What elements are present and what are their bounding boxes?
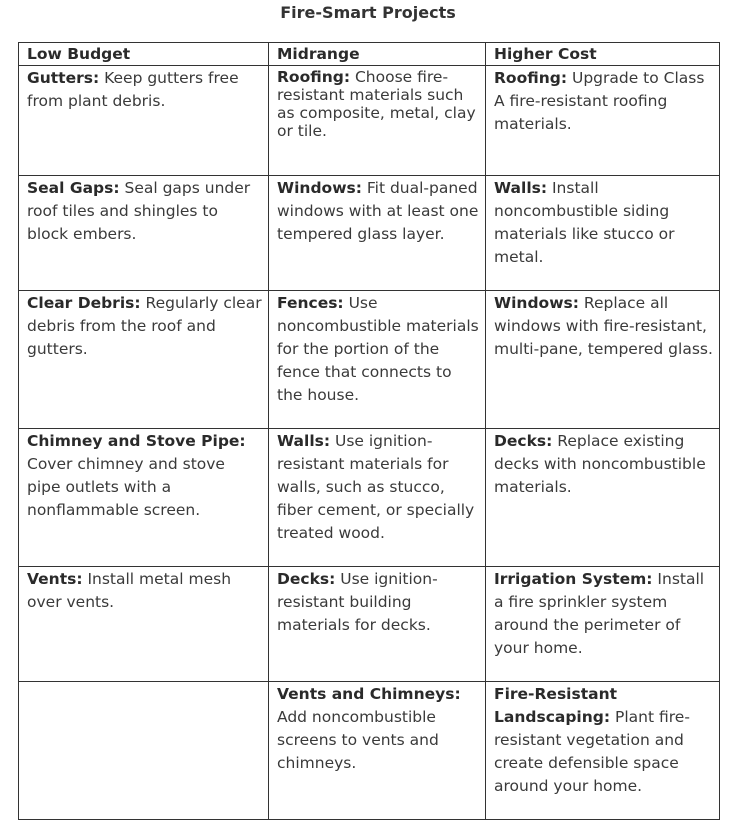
- cell-text: Cover chimney and stove pipe outlets with a nonflammable screen.: [27, 455, 225, 519]
- cell-text: Install metal mesh over vents.: [27, 570, 232, 611]
- cell-label: Seal Gaps:: [27, 179, 120, 197]
- table-row: [19, 66, 720, 176]
- table-cell: [19, 567, 269, 682]
- table-cell: [269, 682, 486, 820]
- cell-label: Roofing:: [494, 69, 568, 87]
- table-cell-empty: [19, 682, 269, 820]
- header-midrange: Midrange: [269, 43, 486, 66]
- cell-text: Keep gutters free from plant debris.: [27, 69, 239, 110]
- cell-text: Regularly clear debris from the roof and gutters.: [27, 294, 262, 358]
- cell-label: Irrigation System:: [494, 570, 653, 588]
- cell-label: Windows:: [277, 179, 362, 197]
- cell-label: Vents and Chimneys:: [277, 685, 461, 703]
- table-cell: [19, 291, 269, 429]
- cell-label: Walls:: [277, 432, 331, 450]
- table-row: [19, 176, 720, 291]
- projects-table: [18, 42, 720, 820]
- cell-label: Decks:: [277, 570, 336, 588]
- cell-label: Windows:: [494, 294, 579, 312]
- table-cell: [486, 429, 720, 567]
- table-row: [19, 682, 720, 820]
- table-cell: [19, 176, 269, 291]
- cell-label: Fire-Resistant Landscaping:: [494, 685, 618, 726]
- table-cell: [269, 291, 486, 429]
- cell-label: Walls:: [494, 179, 548, 197]
- cell-label: Chimney and Stove Pipe:: [27, 432, 246, 450]
- cell-label: Decks:: [494, 432, 553, 450]
- table-cell: [269, 567, 486, 682]
- table-row: [19, 429, 720, 567]
- cell-label: Vents:: [27, 570, 83, 588]
- cell-text: Use noncombustible materials for the portion of the fence that connects to the house.: [277, 294, 479, 404]
- cell-text: Replace existing decks with noncombustible materials.: [494, 432, 706, 496]
- table-cell: [269, 66, 486, 176]
- table-cell: [19, 429, 269, 567]
- header-row: [19, 43, 720, 66]
- table-cell: [269, 176, 486, 291]
- table-row: [19, 567, 720, 682]
- table-cell: [486, 291, 720, 429]
- cell-text: Install a fire sprinkler system around the perimeter of your home.: [494, 570, 705, 657]
- cell-text: Add noncombustible screens to vents and chimneys.: [277, 708, 439, 772]
- table-row: [19, 291, 720, 429]
- cell-label: Clear Debris:: [27, 294, 141, 312]
- cell-label: Roofing:: [277, 68, 351, 86]
- cell-label: Gutters:: [27, 69, 100, 87]
- cell-text: Seal gaps under roof tiles and shingles to block embers.: [27, 179, 251, 243]
- cell-text: Fit dual-paned windows with at least one tempered glass layer.: [277, 179, 479, 243]
- cell-label: Fences:: [277, 294, 344, 312]
- page-title: Fire-Smart Projects: [280, 3, 456, 22]
- cell-text: Plant fire-resistant vegetation and create defensible space around your home.: [494, 708, 690, 795]
- header-low-budget: Low Budget: [19, 43, 269, 66]
- cell-text: Use ignition-resistant building materials for decks.: [277, 570, 438, 634]
- table-cell: [19, 66, 269, 176]
- cell-text: Upgrade to Class A fire-resistant roofing materials.: [494, 69, 705, 133]
- cell-text: Choose fire-resistant materials such as composite, metal, clay or tile.: [277, 68, 476, 140]
- table-cell: [486, 66, 720, 176]
- table-cell: [486, 176, 720, 291]
- table-cell: [269, 429, 486, 567]
- header-higher-cost: Higher Cost: [486, 43, 720, 66]
- table-cell: [486, 567, 720, 682]
- cell-text: Use ignition-resistant materials for walls, such as stucco, fiber cement, or specially treated wood.: [277, 432, 475, 542]
- cell-text: Install noncombustible siding materials like stucco or metal.: [494, 179, 675, 266]
- table-cell: [486, 682, 720, 820]
- cell-text: Replace all windows with fire-resistant, multi-pane, tempered glass.: [494, 294, 713, 358]
